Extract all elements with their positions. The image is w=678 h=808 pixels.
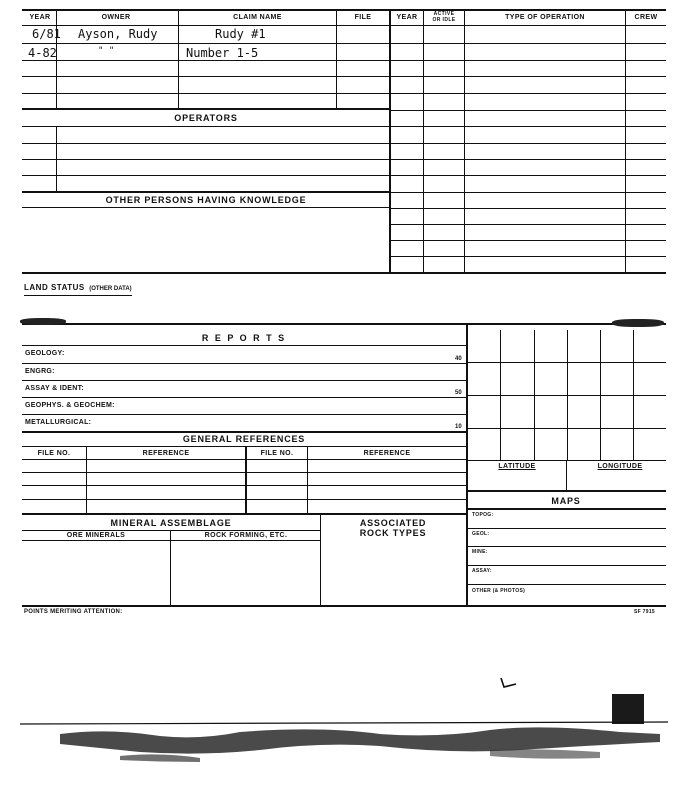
longitude-label: LONGITUDE xyxy=(597,463,643,470)
ref-file-no-2-header: FILE NO. xyxy=(260,450,294,457)
general-references-title: GENERAL REFERENCES xyxy=(182,434,306,444)
report-engrg-label: ENGRG: xyxy=(25,368,55,375)
land-status-heading xyxy=(24,277,132,296)
form-number: SF 7915 xyxy=(634,609,656,615)
year-header: YEAR xyxy=(29,14,51,21)
claim-row-1-year: 6/81 xyxy=(32,27,61,41)
operators-title: OPERATORS xyxy=(174,113,238,123)
claim-row-2-year: 4-82 xyxy=(28,46,57,60)
points-meriting-attention: POINTS MERITING ATTENTION: xyxy=(24,609,123,615)
maps-assay-label: ASSAY: xyxy=(472,568,492,574)
torn-scan-edge xyxy=(20,716,668,770)
report-metallurgical-label: METALLURGICAL: xyxy=(25,419,92,426)
ref-file-no-1-header: FILE NO. xyxy=(37,450,71,457)
report-assay-label: ASSAY & IDENT: xyxy=(25,385,85,392)
ops-crew-header: CREW xyxy=(634,14,658,21)
ore-minerals-header: ORE MINERALS xyxy=(66,532,126,539)
land-status-sub: (OTHER DATA) xyxy=(89,286,132,292)
ref-reference-2-header: REFERENCE xyxy=(363,450,411,457)
report-geology-num: 40 xyxy=(455,356,462,362)
maps-geol-label: GEOL: xyxy=(472,531,490,537)
file-header: FILE xyxy=(354,14,372,21)
land-status-label: LAND STATUS xyxy=(24,283,85,292)
report-geophys-label: GEOPHYS. & GEOCHEM: xyxy=(25,402,115,409)
maps-title: MAPS xyxy=(551,496,581,506)
report-assay-num: 50 xyxy=(455,390,462,396)
claim-row-1-claim: Rudy #1 xyxy=(215,27,266,41)
ops-active-header-1: ACTIVE xyxy=(433,11,455,17)
maps-mine-label: MINE: xyxy=(472,549,488,555)
ops-active-header-2: OR IDLE xyxy=(432,17,456,23)
latitude-label: LATITUDE xyxy=(498,463,536,470)
claim-row-2-claim: Number 1-5 xyxy=(186,46,259,60)
report-geology-label: GEOLOGY: xyxy=(25,350,65,357)
rock-forming-header: ROCK FORMING, ETC. xyxy=(204,532,288,539)
maps-topog-label: TOPOG: xyxy=(472,512,494,518)
owner-header: OWNER xyxy=(101,14,131,21)
mineral-assemblage-title: MINERAL ASSEMBLAGE xyxy=(110,518,232,528)
maps-other-label: OTHER (& PHOTOS) xyxy=(472,588,526,594)
associated-rock-types-line1: ASSOCIATED xyxy=(359,518,427,528)
claim-name-header: CLAIM NAME xyxy=(233,14,282,21)
ink-smudge-right xyxy=(612,319,664,327)
reports-title: R E P O R T S xyxy=(201,333,287,343)
claim-row-2-owner: " " xyxy=(98,46,115,56)
ops-year-header: YEAR xyxy=(396,14,418,21)
report-metallurgical-num: 10 xyxy=(455,424,462,430)
ops-type-header: TYPE OF OPERATION xyxy=(505,14,585,21)
ref-reference-1-header: REFERENCE xyxy=(142,450,190,457)
claim-row-1-owner: Ayson, Rudy xyxy=(78,27,158,41)
other-persons-title: OTHER PERSONS HAVING KNOWLEDGE xyxy=(105,195,307,205)
ink-smudge-left xyxy=(20,318,66,325)
associated-rock-types-line2: ROCK TYPES xyxy=(359,528,427,538)
pen-mark xyxy=(498,676,520,690)
